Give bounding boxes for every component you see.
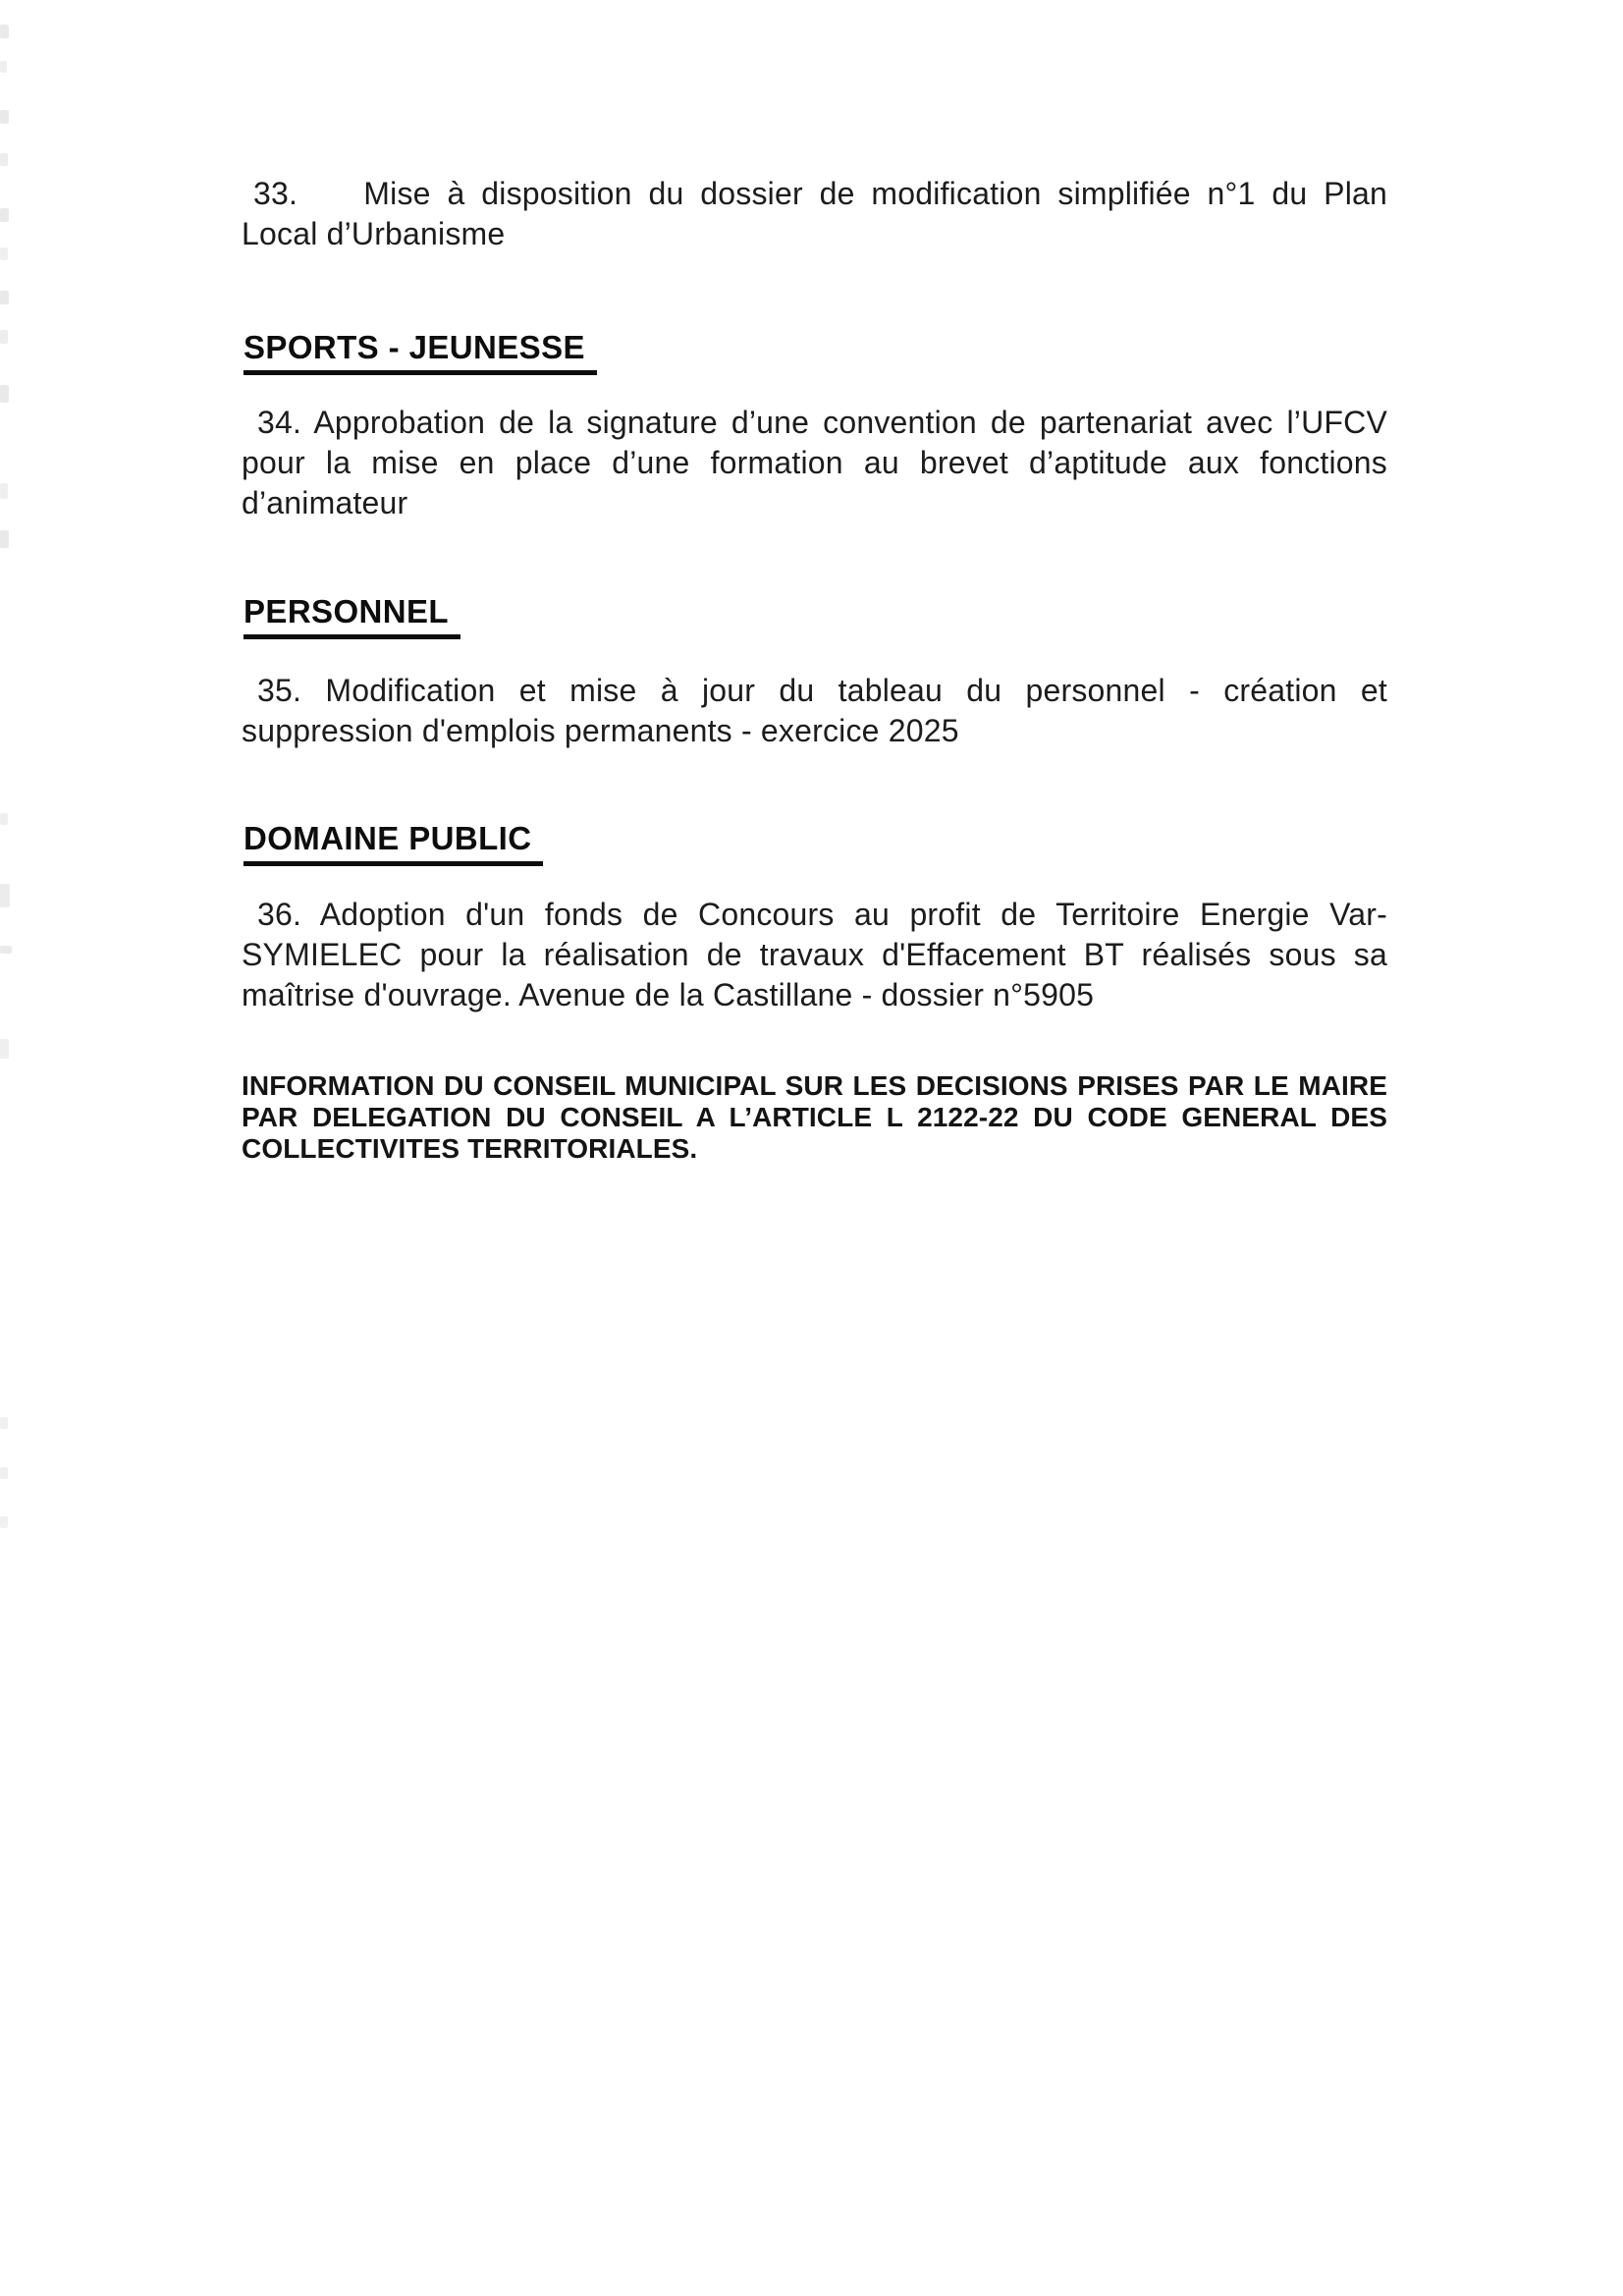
information-paragraph-line-3: COLLECTIVITES TERRITORIALES.: [242, 1133, 698, 1164]
scan-artifact: [0, 247, 8, 260]
section-heading-domaine-public-label: DOMAINE PUBLIC: [243, 818, 543, 866]
agenda-item-35: [242, 671, 1387, 751]
agenda-item-33-line-1: 33. Mise à disposition du dossier de modification simplifiée n°1 du Plan: [253, 176, 1387, 211]
scan-artifact: [0, 1516, 8, 1528]
agenda-item-35-line-2: suppression d'emplois permanents - exercice 2025: [242, 713, 959, 748]
agenda-item-34: [242, 403, 1387, 523]
scan-artifact: [0, 208, 9, 222]
scan-artifact: [0, 61, 7, 73]
agenda-item-36-line-1: 36. Adoption d'un fonds de Concours au profit de Territoire Energie Var-: [257, 897, 1387, 932]
scan-artifact: [0, 25, 9, 38]
section-heading-sports-jeunesse: [243, 327, 597, 375]
scan-artifact: [0, 813, 8, 825]
agenda-item-33: [242, 174, 1387, 254]
agenda-item-36: [242, 895, 1387, 1015]
information-paragraph-line-1: INFORMATION DU CONSEIL MUNICIPAL SUR LES DECISIONS PRISES PAR LE MAIRE: [242, 1070, 1387, 1101]
scan-artifact: [0, 884, 10, 907]
scan-artifact: [0, 530, 9, 548]
agenda-item-36-line-2: SYMIELEC pour la réalisation de travaux d'Effacement BT réalisés sous sa: [242, 937, 1387, 972]
section-heading-sports-jeunesse-label: SPORTS - JEUNESSE: [243, 327, 597, 375]
section-heading-personnel-label: PERSONNEL: [243, 591, 460, 639]
agenda-item-35-line-1: 35. Modification et mise à jour du tableau du personnel - création et: [257, 673, 1387, 708]
section-heading-personnel: [243, 591, 460, 639]
scan-artifact: [0, 483, 8, 499]
scan-artifact: [0, 291, 9, 304]
scan-artifact: [0, 110, 9, 124]
scan-artifact: [0, 1039, 9, 1059]
agenda-item-34-line-3: d’animateur: [242, 485, 408, 520]
agenda-item-33-line-2: Local d’Urbanisme: [242, 216, 506, 251]
section-heading-domaine-public: [243, 818, 543, 866]
scan-artifact: [0, 330, 8, 344]
scan-artifact: [0, 1467, 8, 1479]
information-paragraph: [242, 1070, 1387, 1165]
scan-artifact: [0, 385, 9, 403]
information-paragraph-line-2: PAR DELEGATION DU CONSEIL A L’ARTICLE L 2122-22 DU CODE GENERAL DES: [242, 1102, 1387, 1132]
scan-artifact: [0, 153, 8, 166]
scan-artifact: [0, 946, 12, 954]
agenda-item-34-line-1: 34. Approbation de la signature d’une convention de partenariat avec l’UFCV: [257, 405, 1387, 440]
scan-artifact: [0, 1417, 8, 1429]
agenda-item-34-line-2: pour la mise en place d’une formation au brevet d’aptitude aux fonctions: [242, 445, 1387, 480]
agenda-item-36-line-3: maîtrise d'ouvrage. Avenue de la Castillane - dossier n°5905: [242, 977, 1095, 1012]
